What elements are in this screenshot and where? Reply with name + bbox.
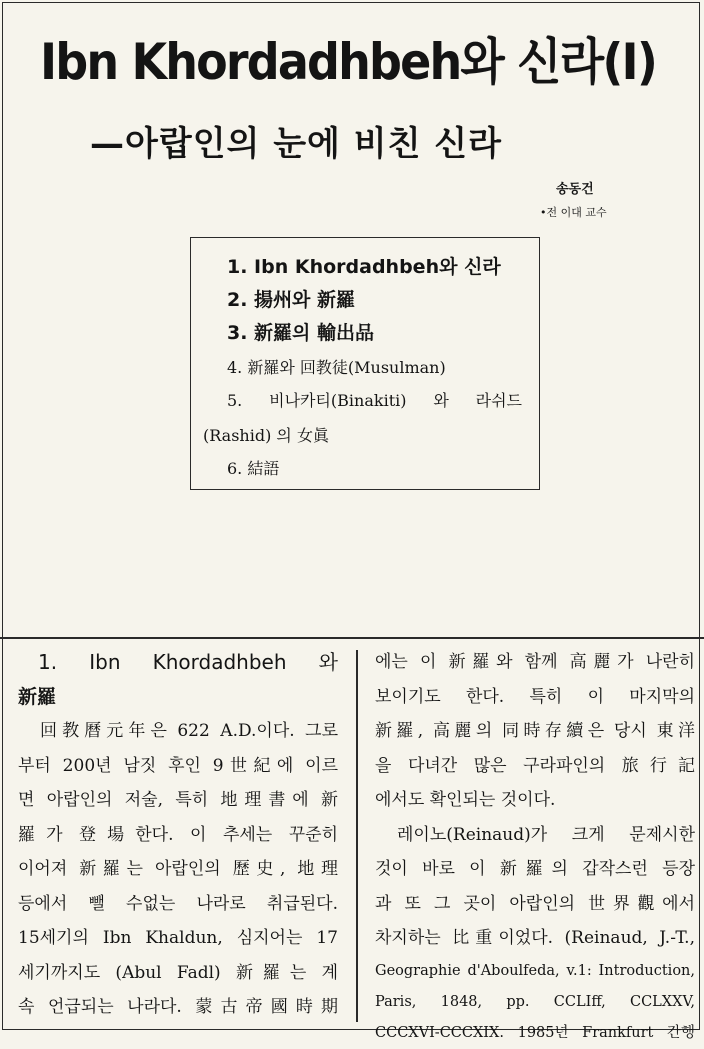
article-title: Ibn Khordadhbeh와 신라(Ⅰ) <box>40 33 657 91</box>
citation-line: Paris, 1848, pp. CCLIff, CCLXXV, <box>375 993 695 1010</box>
body-line: 차지하는 比重이었다. (Reinaud, J.-T., <box>375 928 695 948</box>
author-affiliation: •전 이대 교수 <box>540 206 607 219</box>
toc-item: 3. 新羅의 輸出品 <box>227 322 375 344</box>
citation-line: CCCXVI-CCCXIX. 1985년 Frankfurt 간행 <box>375 1024 695 1041</box>
author-name: 송동건 <box>556 182 594 197</box>
body-line: 을 다녀간 많은 구라파인의 旅行記 <box>375 755 695 776</box>
section-divider <box>0 637 704 639</box>
body-line: 回教曆元年은 622 A.D.이다. 그로 <box>40 721 338 741</box>
body-line: 면 아랍인의 저술, 특히 地理書에 新 <box>18 790 338 810</box>
body-line: 羅가 登場한다. 이 추세는 꾸준히 <box>18 824 338 845</box>
body-line: 15세기의 Ibn Khaldun, 심지어는 17 <box>18 928 338 948</box>
toc-item: 1. Ibn Khordadhbeh와 신라 <box>227 256 501 278</box>
toc-item: 6. 結語 <box>227 459 280 478</box>
citation-line: Geographie d'Aboulfeda, v.1: Introduction, <box>375 962 695 979</box>
body-line: 과 또 그 곳이 아랍인의 世界觀에서 <box>375 893 695 914</box>
toc-item: 4. 新羅와 回教徒(Musulman) <box>227 358 446 377</box>
right-column <box>375 645 695 1049</box>
toc-item-continuation: (Rashid) 의 女眞 <box>203 426 329 445</box>
body-line: 보이기도 한다. 특히 이 마지막의 <box>375 686 695 707</box>
toc-item: 2. 揚州와 新羅 <box>227 289 356 311</box>
body-line: 등에서 뺄 수없는 나라로 취급된다. <box>18 893 338 914</box>
toc-item: 5. 비나카티(Binakiti) 와 라쉬드 <box>227 391 522 410</box>
body-line: 에서도 확인되는 것이다. <box>375 790 556 810</box>
body-line: 이어져 新羅는 아랍인의 歷史, 地理 <box>18 859 338 879</box>
table-of-contents <box>190 237 540 490</box>
body-line: 레이노(Reinaud)가 크게 문제시한 <box>397 824 695 845</box>
body-line: 新羅, 高麗의 同時存續은 당시 東洋 <box>375 721 695 741</box>
body-line: 세기까지도 (Abul Fadl) 新羅는 계 <box>18 962 338 983</box>
column-divider <box>356 650 358 1022</box>
body-line: 것이 바로 이 新羅의 갑작스런 등장 <box>375 859 695 879</box>
body-line: 속 언급되는 나라다. 蒙古帝國時期 <box>18 997 338 1017</box>
section-heading: 1. Ibn Khordadhbeh 와 <box>38 650 338 674</box>
body-line: 에는 이 新羅와 함께 高麗가 나란히 <box>375 652 695 672</box>
article-subtitle: —아랍인의 눈에 비친 신라 <box>90 124 502 164</box>
left-column <box>18 645 338 1025</box>
section-heading-continuation: 新羅 <box>18 685 57 708</box>
body-line: 부터 200년 남짓 후인 9世紀에 이르 <box>18 755 338 776</box>
